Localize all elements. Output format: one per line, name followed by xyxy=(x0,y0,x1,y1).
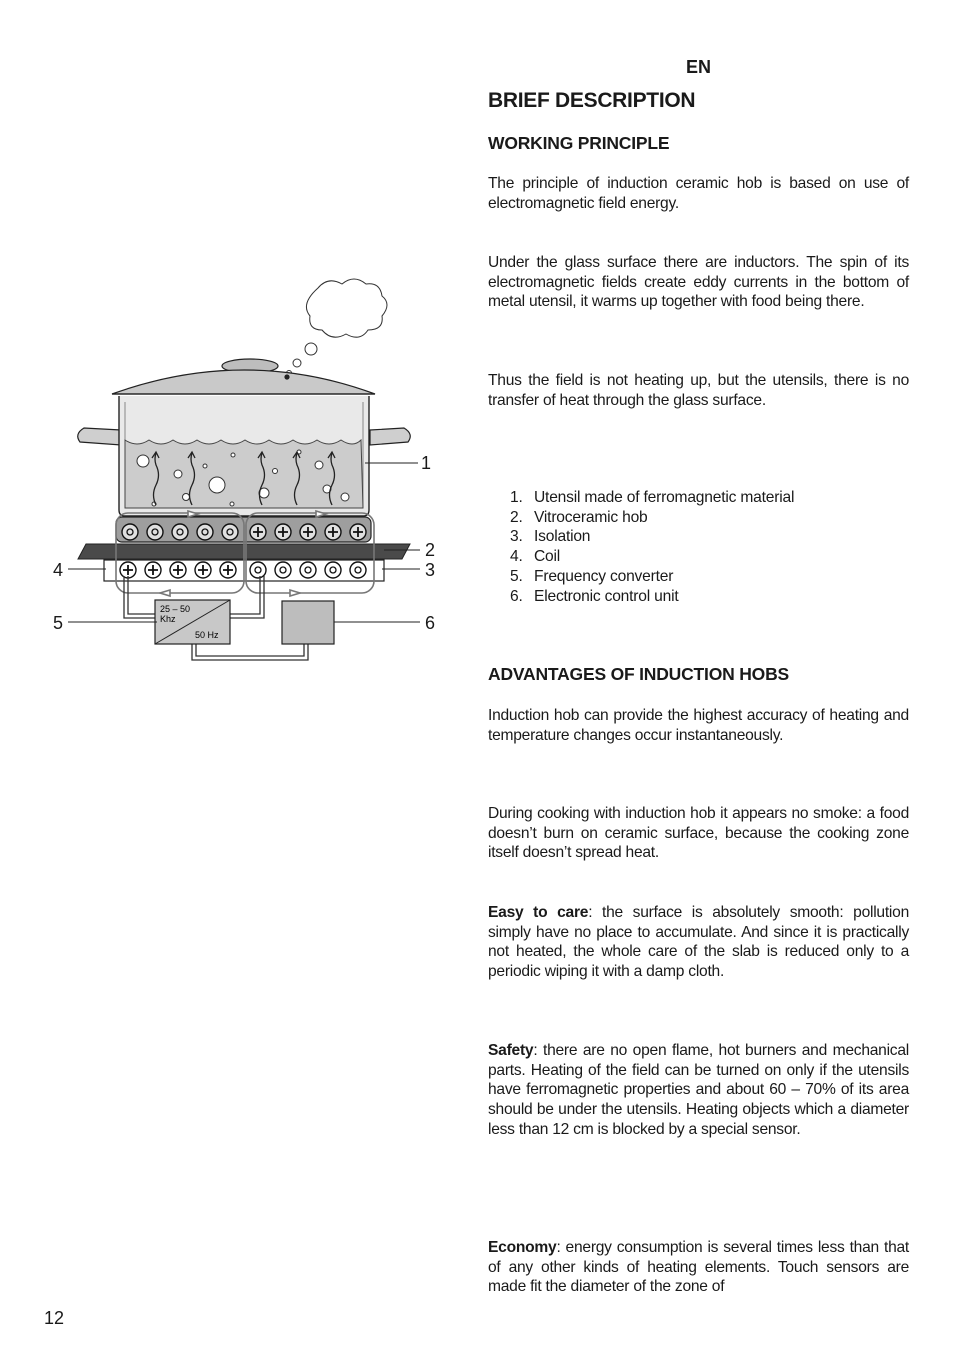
coil-out-icon xyxy=(147,524,163,540)
legend-item: 6. Electronic control unit xyxy=(510,587,679,605)
electronic-control-unit xyxy=(282,601,334,644)
induction-hob-diagram xyxy=(0,270,470,680)
safety-text: : there are no open flame, hot burners and mechanical parts. Heating of the field can be turned on only if the utensils have ferromagnetic properties and about 60 – 70% of its area should be under the utensils. Heating objects which a diameter less than 12 cm is blocked by a special sensor. xyxy=(488,1042,909,1138)
economy-paragraph xyxy=(488,1238,909,1297)
coil-out-icon xyxy=(222,524,238,540)
advantages-p2: During cooking with induction hob it appears no smoke: a food doesn’t burn on ceramic surface, because the cooking zone itself doesn’t spread heat. xyxy=(488,805,909,862)
working-paragraph-1 xyxy=(488,174,909,213)
working-paragraph-2 xyxy=(488,253,909,312)
section-advantages-heading xyxy=(488,664,909,685)
steam-cloud-icon xyxy=(287,279,388,376)
callout-2: 2 xyxy=(425,540,436,560)
easy-care-label: Easy to care xyxy=(488,904,589,921)
coil-out-icon xyxy=(122,524,138,540)
working-p2: Under the glass surface there are inductors. The spin of its electromagnetic fields create eddy currents in the bottom of metal utensil, it warms up together with food being there. xyxy=(488,254,909,311)
advantages-heading: ADVANTAGES OF INDUCTION HOBS xyxy=(488,664,789,684)
working-p1: The principle of induction ceramic hob is based on use of electromagnetic field energy. xyxy=(488,175,909,212)
coil-out-icon xyxy=(350,562,366,578)
coil-out-icon xyxy=(172,524,188,540)
pot-lid xyxy=(112,359,375,394)
coil-out-icon xyxy=(197,524,213,540)
advantages-paragraph-2 xyxy=(488,804,909,863)
component-legend xyxy=(510,488,794,606)
callout-4: 4 xyxy=(53,560,64,580)
legend-item: 5. Frequency converter xyxy=(510,567,674,585)
safety-paragraph xyxy=(488,1041,909,1140)
safety-label: Safety xyxy=(488,1042,534,1059)
callout-6: 6 xyxy=(425,613,436,633)
legend-item: 2. Vitroceramic hob xyxy=(510,508,648,526)
easy-care-paragraph xyxy=(488,903,909,982)
coil-out-icon xyxy=(275,562,291,578)
converter-input-unit: Khz xyxy=(160,614,176,624)
converter-input-freq: 25 – 50 xyxy=(160,604,191,614)
working-p3: Thus the field is not heating up, but the utensils, there is no transfer of heat through the glass surface. xyxy=(488,372,909,409)
economy-text: : energy consumption is several times less than that of any other kinds of heating elements. Touch sensors are made fit the diameter of the zone of xyxy=(488,1239,909,1296)
legend-item: 1. Utensil made of ferromagnetic material xyxy=(510,489,795,506)
page-title: BRIEF DESCRIPTION xyxy=(488,89,696,112)
callout-3: 3 xyxy=(425,560,436,580)
working-heading: WORKING PRINCIPLE xyxy=(488,133,670,153)
economy-label: Economy xyxy=(488,1239,557,1256)
page-number: 12 xyxy=(44,1308,65,1328)
coil-out-icon xyxy=(300,562,316,578)
legend-item: 4. Coil xyxy=(510,548,561,566)
callout-1: 1 xyxy=(421,453,432,473)
advantages-p1: Induction hob can provide the highest accuracy of heating and temperature changes occur instantaneously. xyxy=(488,707,909,744)
working-paragraph-3 xyxy=(488,371,909,410)
callout-5: 5 xyxy=(53,613,64,633)
advantages-paragraph-1 xyxy=(488,706,909,745)
section-working-heading xyxy=(488,133,909,154)
easy-care-text: : the surface is absolutely smooth: pollution simply have no place to accumulate. And since it is practically not heated, the whole care of the slab is reduced only to a periodic wiping it with a damp cloth. xyxy=(488,904,909,981)
coil-out-icon xyxy=(325,562,341,578)
legend-item: 3. Isolation xyxy=(510,528,591,546)
language-code: EN xyxy=(686,57,712,77)
coil-out-icon xyxy=(250,562,266,578)
converter-output-freq: 50 Hz xyxy=(195,630,219,640)
frequency-converter xyxy=(155,600,230,644)
